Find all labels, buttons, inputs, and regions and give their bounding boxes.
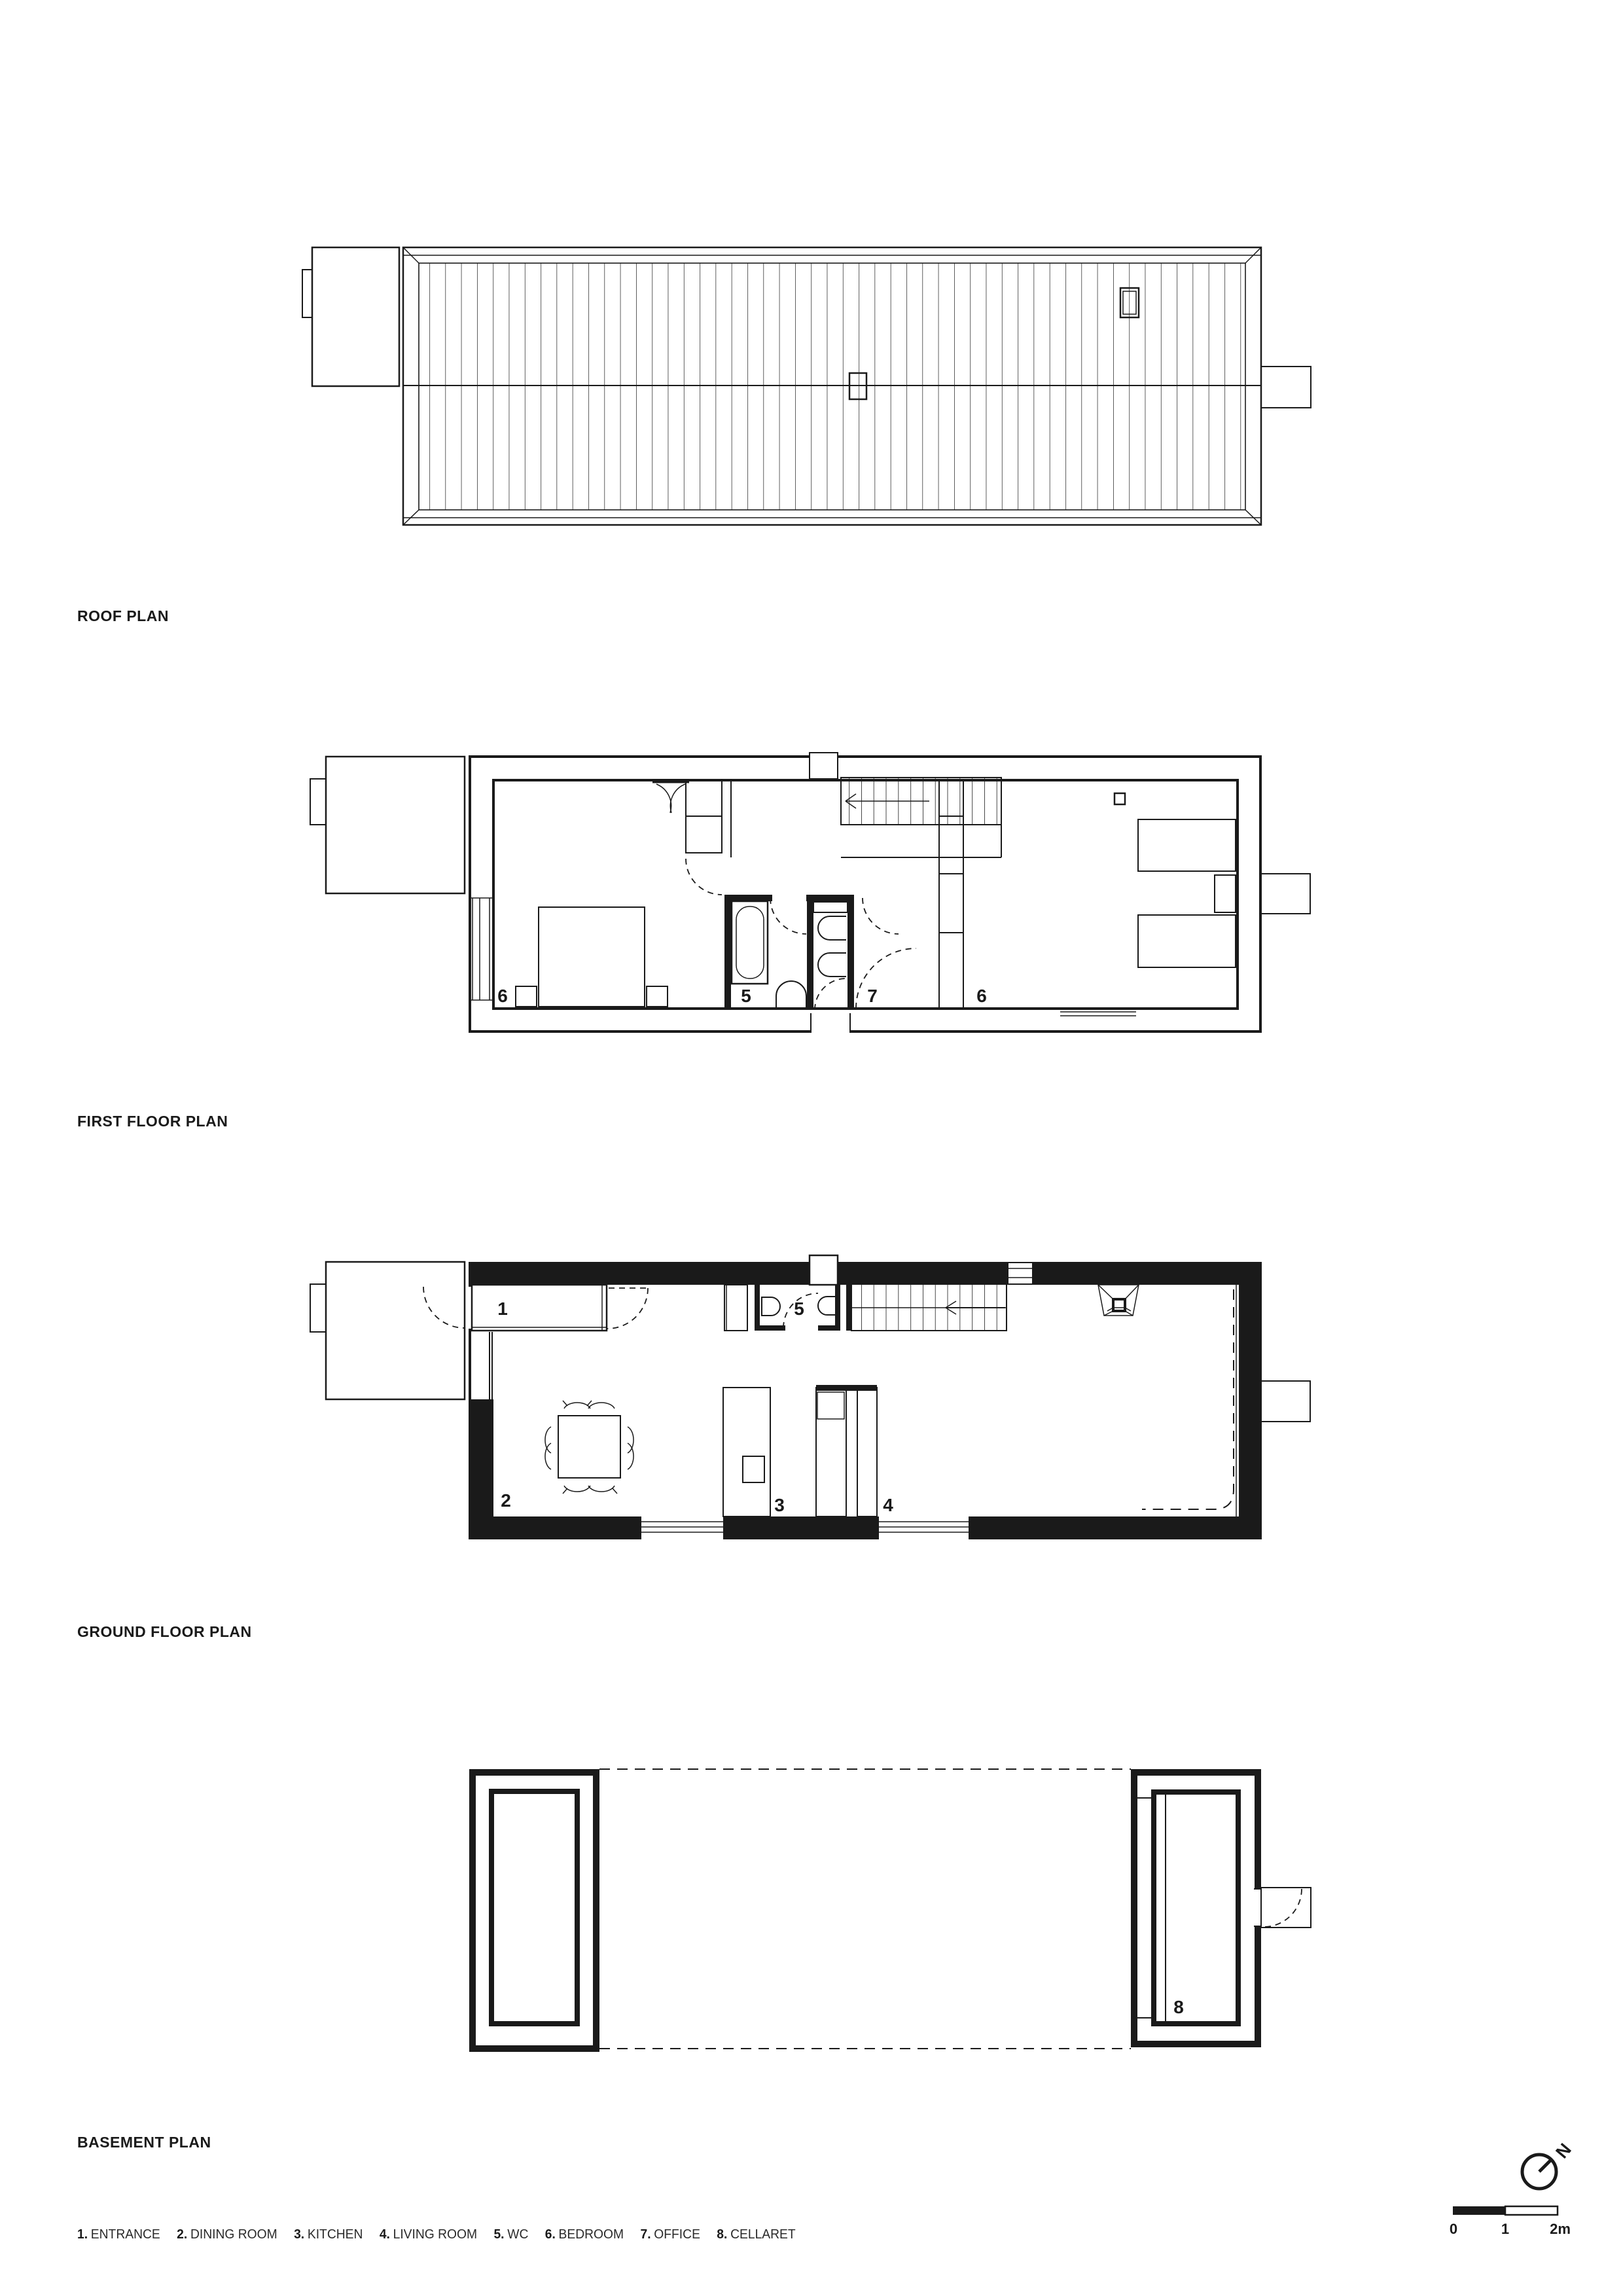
first-floor-plan-drawing xyxy=(310,753,1310,1036)
north-arrow-icon xyxy=(1522,2140,1575,2189)
legend-item: 8. CELLARET xyxy=(717,2227,796,2242)
room-label: 6 xyxy=(497,986,508,1006)
room-label: 5 xyxy=(794,1299,804,1319)
legend-item: 6. BEDROOM xyxy=(544,2227,624,2242)
first-floor-title: FIRST FLOOR PLAN xyxy=(77,1113,228,1130)
scale-tick: 0 xyxy=(1449,2221,1458,2237)
scale-tick: 1 xyxy=(1501,2221,1510,2237)
basement-plan-drawing xyxy=(473,1769,1311,2049)
room-label: 5 xyxy=(741,986,751,1006)
legend-item: 4. LIVING ROOM xyxy=(379,2227,478,2242)
legend-item: 7. OFFICE xyxy=(640,2227,700,2242)
room-label: 1 xyxy=(497,1299,508,1319)
legend-item: 5. WC xyxy=(493,2227,529,2242)
scale-bar xyxy=(1450,2206,1571,2237)
room-label: 8 xyxy=(1173,1997,1184,2017)
room-label: 3 xyxy=(774,1495,785,1515)
room-label: 6 xyxy=(976,986,987,1006)
room-label: 4 xyxy=(883,1495,893,1515)
basement-plan-title: BASEMENT PLAN xyxy=(77,2134,211,2151)
ground-floor-plan-drawing xyxy=(310,1255,1310,1539)
room-legend xyxy=(77,2227,796,2242)
roof-plan-drawing xyxy=(302,247,1311,525)
north-label: N xyxy=(1552,2140,1575,2162)
legend-item: 1. ENTRANCE xyxy=(77,2227,160,2242)
ground-floor-title: GROUND FLOOR PLAN xyxy=(77,1623,252,1640)
room-label: 7 xyxy=(867,986,878,1006)
legend-item: 2. DINING ROOM xyxy=(177,2227,277,2242)
room-label: 2 xyxy=(501,1490,511,1511)
scale-tick: 2m xyxy=(1550,2221,1571,2237)
legend-item: 3. KITCHEN xyxy=(294,2227,363,2242)
roof-plan-title: ROOF PLAN xyxy=(77,607,169,624)
